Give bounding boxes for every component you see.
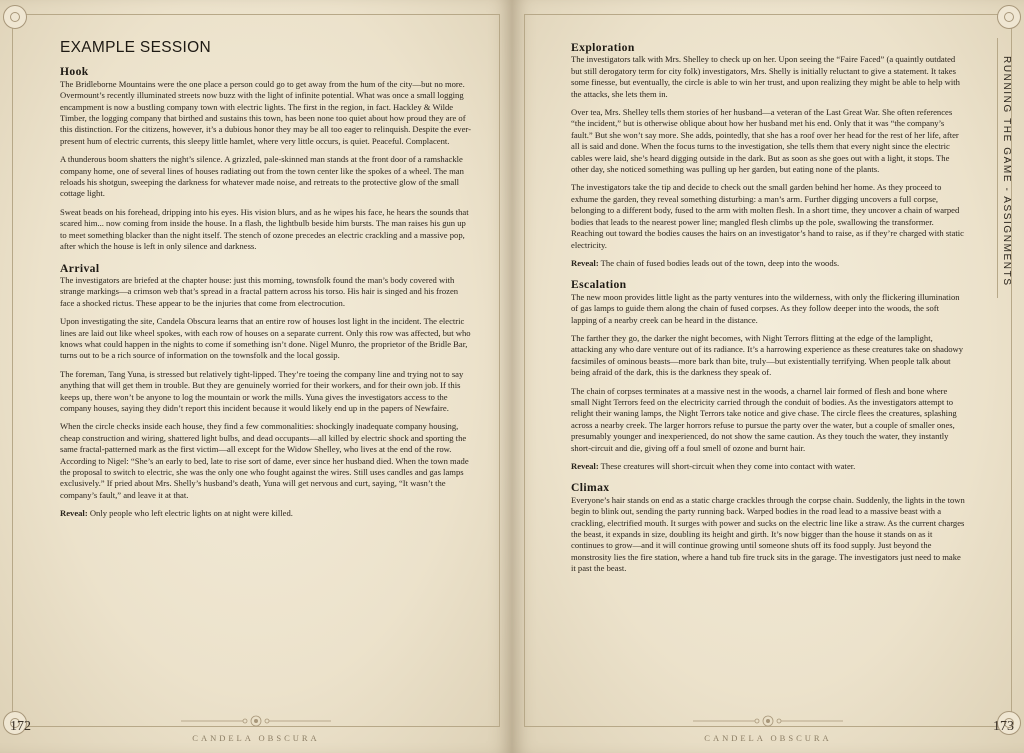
paragraph: The investigators take the tip and decide to check out the small garden behind her home. As they proceed to exhume the garden, they reveal something disturbing: a man’s arm. Further digging uncovers a full corpse, belonging to a different body, fused to the arm with molten flesh. In a short time, they uncover a chain of warped bodies that leads to the nearest power line; mangled flesh climbs up the pole, swallowing the transformer. Reaching out toward the bodies causes the hairs on an investigator’s hand to raise, as if they’re charged with static electricity. xyxy=(571,182,964,250)
corner-ornament-icon xyxy=(3,5,27,29)
section-heading: Hook xyxy=(60,65,89,79)
running-head: RUNNING THE GAME - ASSIGNMENTS xyxy=(1001,56,1012,287)
section-heading: Escalation xyxy=(571,278,627,292)
section-heading: Climax xyxy=(571,481,610,495)
section-exploration xyxy=(571,42,966,269)
paragraph: The chain of corpses terminates at a massive nest in the woods, a charnel lair formed of flesh and bone where small Night Terrors feed on the electricity carried through the conduit of bodies. As the investigators attempt to relight their waning lamps, the Night Terrors take notice and give chase. The circle flees the creatures, splashing across a nearby creek. The larger horrors refuse to pursue the party over the water, but a couple of smaller ones, presumably younger and inexperienced, do not show the same caution. As they touch the water, they instantly short-circuit and die, giving off a foul smell of ozone and burnt hair. xyxy=(571,385,957,453)
corner-ornament-icon xyxy=(997,5,1021,29)
paragraph: The investigators talk with Mrs. Shelley to check up on her. Upon seeing the “Faire Faced” (a quaintly outdated but still derogatory term for city folk) investigators, Mrs. Shelly is initially reluctant to give a statement. It takes some finesse, but eventually, the circle is able to win her trust, and upon realizing they might be able to help with the attacks, she lets them in. xyxy=(571,54,960,99)
section-arrival xyxy=(60,263,472,520)
paragraph: The new moon provides little light as the party ventures into the wilderness, with only the flickering illumination of gas lamps to guide them along the chain of fused corpses. As they follow deeper into the woods, the soft lapping of a nearby creek can be heard in the distance. xyxy=(571,291,960,325)
section-escalation xyxy=(571,279,966,472)
reveal-label: Reveal: xyxy=(571,257,599,268)
footer-ornament-icon xyxy=(693,715,843,727)
footer-brand: CANDELA OBSCURA xyxy=(192,733,320,743)
section-hook xyxy=(60,66,472,252)
reveal-paragraph xyxy=(60,508,472,519)
paragraph: The Bridleborne Mountains were the one place a person could go to get away from the hum of the city—but no more. Overmount’s recently illuminated streets now buzz with the light of infinite potential. What was once a small logging encampment is now a bustling company town with electric lights. The first in the region, in fact. Hackley & Wilde Timber, the logging company that birthed and sustains this town, has been none too quiet about how proud they are of this distinction. For the citizens, however, it’s a dubious honor they may be all too eager to relinquish. Despite the ever-present hum of electric currents, this sleepy little hamlet, where very little occurs, is quiet. Peaceful. Complacent. xyxy=(60,78,471,146)
paragraph: The investigators are briefed at the chapter house: just this morning, townsfolk found the man’s body covered with strange markings—a crimson web that’s spread in a fractal pattern across his torso. His hair is singed and his frozen face a shocked rictus. These appear to be the injuries that come from electrocution. xyxy=(60,274,459,308)
reveal-label: Reveal: xyxy=(60,508,88,519)
paragraph: A thunderous boom shatters the night’s silence. A grizzled, pale-skinned man stands at the front door of a ramshackle company home, one of several lines of houses radiating out from the town center like the spokes of a wheel. The man reloads his shotgun, sweeping the darkness for whatever made noise, and retreats to the protective glow of the small cottage light. xyxy=(60,154,464,199)
paragraph: Everyone’s hair stands on end as a static charge crackles through the corpse chain. Suddenly, the lights in the town begin to blink out, sending the party running back. Warped bodies in the road lead to a massive beast with a crackling, electrified mouth. It surges with power and sucks on the electric line like a straw. As the current charges the beast, it expands in size, doubling its height and girth. It’s now bigger than the house it stands on as it continues to grow—and it will continue growing until someone shuts off its food supply. Just beyond the monstrosity lies the fire station, where a hand tub fire truck sits in the garage. The investigators just need to make it past the beast. xyxy=(571,494,965,574)
reveal-paragraph xyxy=(571,461,966,472)
reveal-text: Only people who left electric lights on at night were killed. xyxy=(87,508,293,519)
reveal-text: The chain of fused bodies leads out of the town, deep into the woods. xyxy=(598,257,840,268)
right-page-content xyxy=(571,42,966,585)
footer-brand: CANDELA OBSCURA xyxy=(704,733,832,743)
footer-ornament-icon xyxy=(181,715,331,727)
section-heading: Arrival xyxy=(60,261,100,275)
paragraph: When the circle checks inside each house, they find a few commonalities: shockingly inadequate company housing, cheap construction and wiring, shattered light bulbs, and dead occupants—all killed by electric shock and sporting the same fractal-patterned mark as the first victim—all except for the Widow Shelley, who lives at the end of the row. According to Nigel: “She’s an early to bed, late to rise sort of dame, ever since her husband died. When the town made the proposal to switch to electric, she was the only one who fought against the wires. Still uses candles and gas lamps exclusively.” If pried about Mrs. Shelly’s husband’s death, Yuna will get nervous and curt, saying, “It wasn’t the company’s fault,” and leave it at that. xyxy=(60,421,469,500)
paragraph: The foreman, Tang Yuna, is stressed but relatively tight-lipped. They’re toeing the company line and trying not to say anything that will get them in trouble. But they are genuinely worried for their workers, and for their own job. If this keeps up, there won’t be anyone to log the mountain or work the mills. Yuna gives the investigators access to the company houses, saying they didn’t report this incident because it would likely end up in the papers of Newfaire. xyxy=(60,368,464,413)
left-page-content xyxy=(60,39,472,530)
paragraph: Upon investigating the site, Candela Obscura learns that an entire row of houses lost light in the incident. The electric lines are laid out like wheel spokes, with each row of houses on a separate current. Only this row was affected, but who knows what could happen in the nights to come if something isn’t done. Nigel Munro, the proprietor of the Bridle Bar, turns out to be a rich source of information on the townsfolk and the local gossip. xyxy=(60,316,471,361)
page-title: EXAMPLE SESSION xyxy=(60,39,211,56)
paragraph: The farther they go, the darker the night becomes, with Night Terrors flitting at the edge of the lamplight, attacking any who dare venture out of its radiance. It’s a harrowing experience as these creatures take on shadowy facsimiles of ominous beasts—more bark than bite, truly—but existentially terrifying. When people talk about being afraid of the dark, this is the darkness they speak of. xyxy=(571,332,964,378)
reveal-label: Reveal: xyxy=(571,461,599,471)
section-heading: Exploration xyxy=(571,41,635,54)
right-page xyxy=(512,0,1024,753)
reveal-text: These creatures will short-circuit when they come into contact with water. xyxy=(598,461,856,471)
page-number: 173 xyxy=(993,719,1014,734)
page-number: 172 xyxy=(10,719,31,734)
paragraph: Sweat beads on his forehead, dripping into his eyes. His vision blurs, and as he wipes his face, he hears the sounds that scared him... now coming from inside the house. In a flash, the lightbulb beside him bursts. The man raises his gun up to meet something blacker than the night itself. The stench of ozone precedes an electric crackling and a massive pop, after which the house is left in only silence and darkness. xyxy=(60,206,469,252)
paragraph: Over tea, Mrs. Shelley tells them stories of her husband—a veteran of the Last Great War. She often references “the incident,” but is otherwise oblique about how her husband met his end. Only that it was “the company’s fault.” But she won’t say more. She adds, pointedly, that she has a roof over her head for the rest of her life, after all is said and done. When the focus turns to the investigation, she tells them that every night since the electric cables were laid, she’s heard digging outside in the dark. But as soon as she goes out with a light, it stops. The other day, she noticed something was pulling up her garden, but eating none of the plants. xyxy=(571,107,959,175)
section-climax xyxy=(571,482,966,574)
reveal-paragraph xyxy=(571,258,966,269)
